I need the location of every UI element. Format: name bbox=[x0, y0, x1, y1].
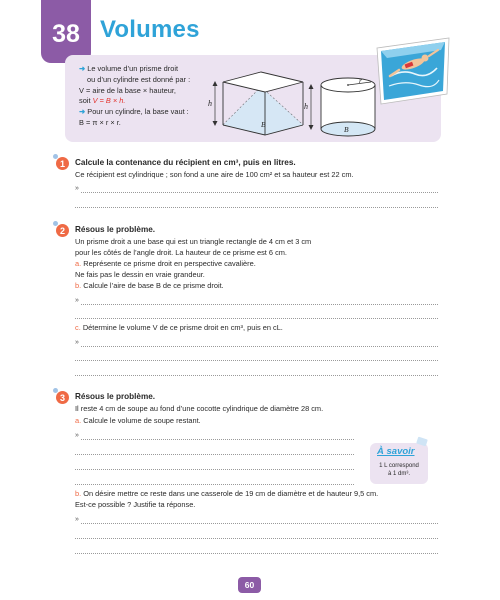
answer-line[interactable] bbox=[75, 207, 438, 208]
cylinder-base-formula: B = π × r × r. bbox=[79, 117, 121, 127]
exercise-2-part-a-2: Ne fais pas le dessin en vraie grandeur. bbox=[75, 270, 205, 279]
answer-marker: » bbox=[75, 432, 79, 439]
answer-marker: » bbox=[75, 185, 79, 192]
exercise-2-part-a: a. Représente ce prisme droit en perspective cavalière. bbox=[75, 259, 256, 268]
prism-base-label: B bbox=[261, 120, 266, 129]
exercise-2-statement-1: Un prisme droit a une base qui est un triangle rectangle de 4 cm et 3 cm bbox=[75, 237, 312, 246]
page-number: 60 bbox=[238, 577, 261, 593]
exercise-3-part-b-2: Est-ce possible ? Justifie ta réponse. bbox=[75, 500, 196, 509]
cylinder-radius-label: r bbox=[359, 76, 362, 85]
answer-line[interactable] bbox=[75, 360, 438, 361]
a-savoir-title: À savoir bbox=[377, 446, 415, 457]
volume-formula: V = B × h. bbox=[92, 96, 126, 106]
exercise-2-part-c: c. Détermine le volume V de ce prisme droit en cm³, puis en cL. bbox=[75, 323, 283, 332]
cylinder-base-label: B bbox=[344, 125, 349, 134]
info-line-2: ou d’un cylindre est donné par : bbox=[87, 74, 191, 84]
answer-line[interactable] bbox=[75, 375, 438, 376]
info-line-1: Le volume d’un prisme droit bbox=[87, 64, 179, 73]
a-savoir-box bbox=[370, 443, 428, 484]
arrow-bullet-icon: ➜ bbox=[79, 64, 86, 73]
exercise-2-title: Résous le problème. bbox=[75, 225, 156, 234]
exercise-3-number: 3 bbox=[56, 391, 69, 404]
exercise-2-number: 2 bbox=[56, 224, 69, 237]
sticky-note-icon bbox=[416, 437, 428, 447]
answer-marker: » bbox=[75, 297, 79, 304]
a-savoir-text: 1 L correspond à 1 dm³. bbox=[379, 463, 419, 477]
swimming-pool-photo bbox=[375, 36, 455, 106]
answer-line[interactable] bbox=[81, 192, 438, 193]
cylinder-height-label: h bbox=[304, 102, 308, 111]
answer-line[interactable] bbox=[81, 346, 438, 347]
exercise-1-number: 1 bbox=[56, 157, 69, 170]
exercise-2-statement-2: pour les côtés de l’angle droit. La hauteur de ce prisme est 6 cm. bbox=[75, 248, 287, 257]
answer-line[interactable] bbox=[75, 469, 354, 470]
exercise-3-title: Résous le problème. bbox=[75, 392, 156, 401]
info-line-5: Pour un cylindre, la base vaut : bbox=[87, 107, 189, 117]
answer-line[interactable] bbox=[75, 553, 438, 554]
answer-line[interactable] bbox=[75, 318, 438, 319]
answer-marker: » bbox=[75, 516, 79, 523]
chapter-number: 38 bbox=[52, 20, 80, 48]
answer-line[interactable] bbox=[81, 304, 438, 305]
prism-diagram bbox=[213, 72, 304, 135]
answer-marker: » bbox=[75, 339, 79, 346]
cylinder-diagram bbox=[309, 78, 376, 136]
exercise-3-statement: Il reste 4 cm de soupe au fond d’une cocotte cylindrique de diamètre 28 cm. bbox=[75, 404, 324, 413]
answer-line[interactable] bbox=[75, 484, 354, 485]
exercise-3-part-a: a. Calcule le volume de soupe restant. bbox=[75, 416, 201, 425]
chapter-badge bbox=[41, 0, 91, 63]
prism-height-label: h bbox=[208, 99, 212, 108]
exercise-1-statement: Ce récipient est cylindrique ; son fond a une aire de 100 cm² et sa hauteur est 22 cm. bbox=[75, 170, 354, 179]
answer-line[interactable] bbox=[81, 523, 438, 524]
answer-line[interactable] bbox=[75, 454, 354, 455]
info-line-4-prefix: soit bbox=[79, 96, 91, 106]
exercise-3-part-b: b. On désire mettre ce reste dans une casserole de 19 cm de diamètre et de hauteur 9,5 cm. bbox=[75, 489, 379, 498]
exercise-2-part-b: b. Calcule l’aire de base B de ce prisme droit. bbox=[75, 281, 224, 290]
answer-line[interactable] bbox=[75, 538, 438, 539]
page-title: Volumes bbox=[100, 16, 200, 43]
arrow-bullet-icon: ➜ bbox=[79, 107, 86, 117]
exercise-1-title: Calcule la contenance du récipient en cm³, puis en litres. bbox=[75, 158, 296, 167]
info-line-3: V = aire de la base × hauteur, bbox=[79, 85, 176, 95]
answer-line[interactable] bbox=[81, 439, 354, 440]
